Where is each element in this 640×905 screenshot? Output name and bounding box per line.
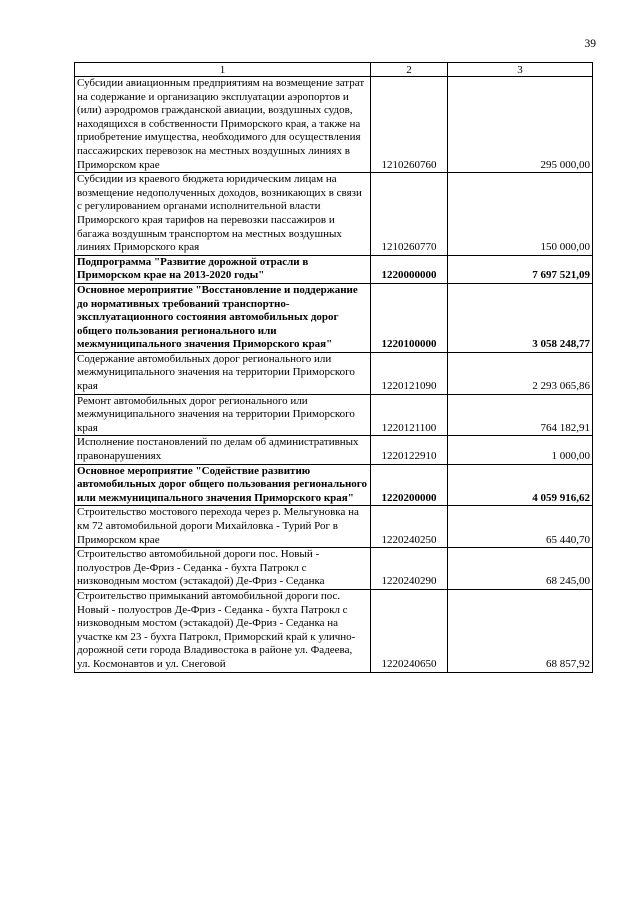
row-description: Содержание автомобильных дорог регионального или межмуниципального значения на территории Приморского края [75, 352, 371, 394]
table-row [75, 352, 593, 394]
row-description: Основное мероприятие "Восстановление и поддержание до нормативных требований транспортно-эксплуатационного состояния автомобильных дорог общего пользования регионального или межмуниципального значения Приморского края" [75, 283, 371, 352]
table-row [75, 173, 593, 256]
column-header-code: 2 [371, 63, 448, 77]
row-amount: 68 857,92 [448, 589, 593, 672]
column-header-description: 1 [75, 63, 371, 77]
row-amount: 295 000,00 [448, 77, 593, 173]
header-row [75, 63, 593, 77]
row-amount: 3 058 248,77 [448, 283, 593, 352]
table-row [75, 506, 593, 548]
row-code: 1220100000 [371, 283, 448, 352]
row-amount: 4 059 916,62 [448, 464, 593, 506]
table-row [75, 283, 593, 352]
row-code: 1220121100 [371, 394, 448, 436]
table-row [75, 548, 593, 590]
row-description: Ремонт автомобильных дорог регионального или межмуниципального значения на территории Приморского края [75, 394, 371, 436]
row-code: 1220240290 [371, 548, 448, 590]
row-code: 1220000000 [371, 255, 448, 283]
row-description: Строительство примыканий автомобильной дороги пос. Новый - полуостров Де-Фриз - Седанка - бухта Патрокл с низководным мостом (эстакадой) Де-Фриз - Седанка на участке км 23 - бухта Патрокл, Приморский край к улично-дорожной сети города Владивостока в районе ул. Фадеева, ул. Космонавтов и ул. Снеговой [75, 589, 371, 672]
table-row [75, 255, 593, 283]
table-row [75, 436, 593, 464]
row-code: 1220200000 [371, 464, 448, 506]
row-code: 1220121090 [371, 352, 448, 394]
row-code: 1220240250 [371, 506, 448, 548]
row-code: 1210260760 [371, 77, 448, 173]
table-body [75, 77, 593, 673]
row-description: Подпрограмма "Развитие дорожной отрасли в Приморском крае на 2013-2020 годы" [75, 255, 371, 283]
row-amount: 2 293 065,86 [448, 352, 593, 394]
row-amount: 68 245,00 [448, 548, 593, 590]
table-row [75, 77, 593, 173]
column-header-amount: 3 [448, 63, 593, 77]
table-row [75, 464, 593, 506]
row-amount: 1 000,00 [448, 436, 593, 464]
page-number: 39 [584, 38, 596, 50]
row-description: Исполнение постановлений по делам об административных правонарушениях [75, 436, 371, 464]
row-description: Основное мероприятие "Содействие развитию автомобильных дорог общего пользования регионального или межмуниципального значения Приморского края" [75, 464, 371, 506]
row-description: Строительство мостового перехода через р. Мельгуновка на км 72 автомобильной дороги Михайловка - Турий Рог в Приморском крае [75, 506, 371, 548]
table-row [75, 394, 593, 436]
row-amount: 150 000,00 [448, 173, 593, 256]
row-code: 1220240650 [371, 589, 448, 672]
row-amount: 7 697 521,09 [448, 255, 593, 283]
row-description: Субсидии из краевого бюджета юридическим лицам на возмещение недополученных доходов, возникающих в связи с регулированием органами исполнительной власти Приморского края тарифов на перевозки пассажиров и багажа воздушным транспортом на местных воздушных линиях Приморского края [75, 173, 371, 256]
row-description: Субсидии авиационным предприятиям на возмещение затрат на содержание и организацию эксплуатации аэропортов и (или) аэродромов гражданской авиации, воздушных судов, находящихся в собственности Приморского края, а также на приобретение имущества, необходимого для осуществления пассажирских перевозок на местных воздушных линиях в Приморском крае [75, 77, 371, 173]
row-amount: 65 440,70 [448, 506, 593, 548]
row-code: 1220122910 [371, 436, 448, 464]
row-code: 1210260770 [371, 173, 448, 256]
row-amount: 764 182,91 [448, 394, 593, 436]
table-row [75, 589, 593, 672]
row-description: Строительство автомобильной дороги пос. Новый - полуостров Де-Фриз - Седанка - бухта Патрокл с низководным мостом (эстакадой) Де-Фриз - Седанка [75, 548, 371, 590]
budget-table [74, 62, 593, 673]
